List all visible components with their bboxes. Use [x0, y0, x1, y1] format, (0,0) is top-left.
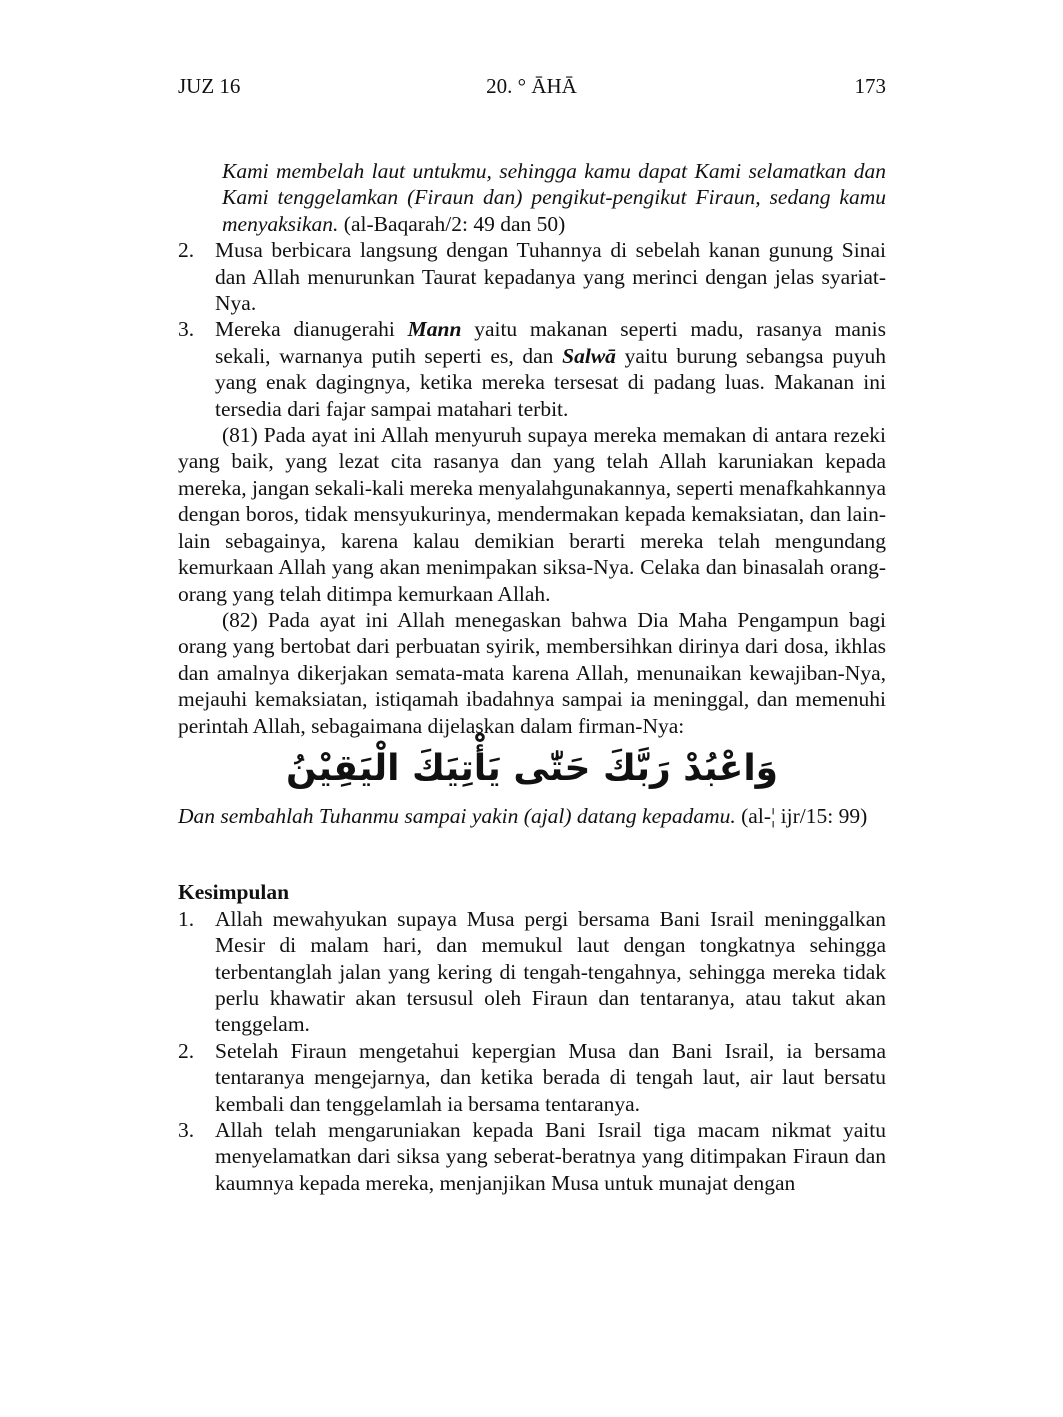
list-item-text: Mereka dianugerahi [215, 317, 408, 342]
arabic-verse: وَاعْبُدْ رَبَّكَ حَتّٰى يَأْتِيَكَ الْيَقِيْنُ [285, 747, 779, 789]
list-item-text: Allah mewahyukan supaya Musa pergi bersama Bani Israil meninggalkan Mesir di malam hari, dan memukul laut dengan tongkatnya sehingga terbentanglah jalan yang kering di tengah-tengahnya, sehingga mereka tidak perlu khawatir akan tersusul oleh Firaun dan tentaranya, atau takut akan tenggelam. [215, 906, 886, 1037]
translation-reference: (al-¦ ijr/15: 99) [735, 803, 868, 828]
list-item-number: 1. [178, 906, 195, 931]
list-item [178, 1038, 886, 1117]
list-item-number: 3. [178, 1118, 195, 1142]
list-item-number: 2. [178, 238, 195, 263]
list-item [178, 316, 886, 422]
conclusion-list [178, 906, 886, 1196]
paragraph-82: (82) Pada ayat ini Allah menegaskan bahwa Dia Maha Pengampun bagi orang yang bertobat dari perbuatan syirik, membersihkan dirinya dari dosa, ikhlas dan amalnya dikerjakan semata-mata karena Allah, menunaikan kewajiban-Nya, mejauhi kemaksiatan, istiqamah ibadahnya sampai ia meninggal, dan memenuhi perintah Allah, sebagaimana dijelaskan dalam firman-Nya: [178, 607, 886, 738]
list-item [178, 1117, 886, 1196]
list-item-text: Setelah Firaun mengetahui kepergian Musa dan Bani Israil, ia bersama tentaranya mengejarnya, dan ketika berada di tengah laut, air laut bersatu kembali dan tenggelamlah ia bersama tentaranya. [215, 1038, 886, 1116]
list-item-text: Musa berbicara langsung dengan Tuhannya di sebelah kanan gunung Sinai dan Allah menurunkan Taurat kepadanya yang merinci dengan jelas syariat-Nya. [215, 238, 886, 316]
running-header-juz: JUZ 16 [178, 74, 241, 98]
term-mann: Mann [407, 317, 462, 342]
quote-continuation [222, 158, 886, 237]
running-header-surah: 20. ° ĀHĀ [486, 74, 577, 98]
page-body [178, 158, 886, 1196]
quote-reference: (al-Baqarah/2: 49 dan 50) [338, 211, 566, 236]
list-item-text: Allah telah mengaruniakan kepada Bani Israil tiga macam nikmat yaitu menyelamatkan dari siksa yang seberat-beratnya yang ditimpakan Firaun dan kaumnya kepada mereka, menjanjikan Musa untuk munajat dengan [215, 1118, 886, 1195]
list-item-number: 2. [178, 1038, 195, 1063]
verse-translation [178, 803, 886, 829]
paragraph-81: (81) Pada ayat ini Allah menyuruh supaya mereka memakan di antara rezeki yang baik, yang lezat cita rasanya dan yang telah Allah karuniakan kepada mereka, jangan sekali-kali mereka menyalahgunakannya, seperti menafkahkannya dengan boros, tidak mensyukurinya, mendermakan kepada kemaksiatan, dan lain-lain sebagainya, karena kalau demikian berarti mereka telah mengundang kemurkaan Allah yang akan menimpakan siksa-Nya. Celaka dan binasalah orang-orang yang telah ditimpa kemurkaan Allah. [178, 423, 886, 606]
list-item [178, 237, 886, 316]
translation-italic-text: Dan sembahlah Tuhanmu sampai yakin (ajal) datang kepadamu. [178, 803, 736, 828]
list-item-text: yaitu makanan seperti madu, rasanya manis sekali, warnanya putih seperti es, dan [215, 317, 886, 368]
quote-italic-text: Kami membelah laut untukmu, sehingga kamu dapat Kami selamatkan dan Kami tenggelamkan (Firaun dan) pengikut-pengikut Firaun, sedang kamu menyaksikan. [222, 159, 886, 236]
term-salwa: Salwā [562, 343, 616, 368]
section-heading-conclusion: Kesimpulan [178, 880, 290, 905]
list-item-number: 3. [178, 317, 195, 342]
list-item-text: yaitu burung sebangsa puyuh yang enak dagingnya, ketika mereka tersesat di padang luas. Makanan ini tersedia dari fajar sampai matahari terbit. [215, 343, 886, 421]
page-number: 173 [854, 74, 886, 98]
list-item [178, 906, 886, 1038]
favor-list [178, 237, 886, 422]
